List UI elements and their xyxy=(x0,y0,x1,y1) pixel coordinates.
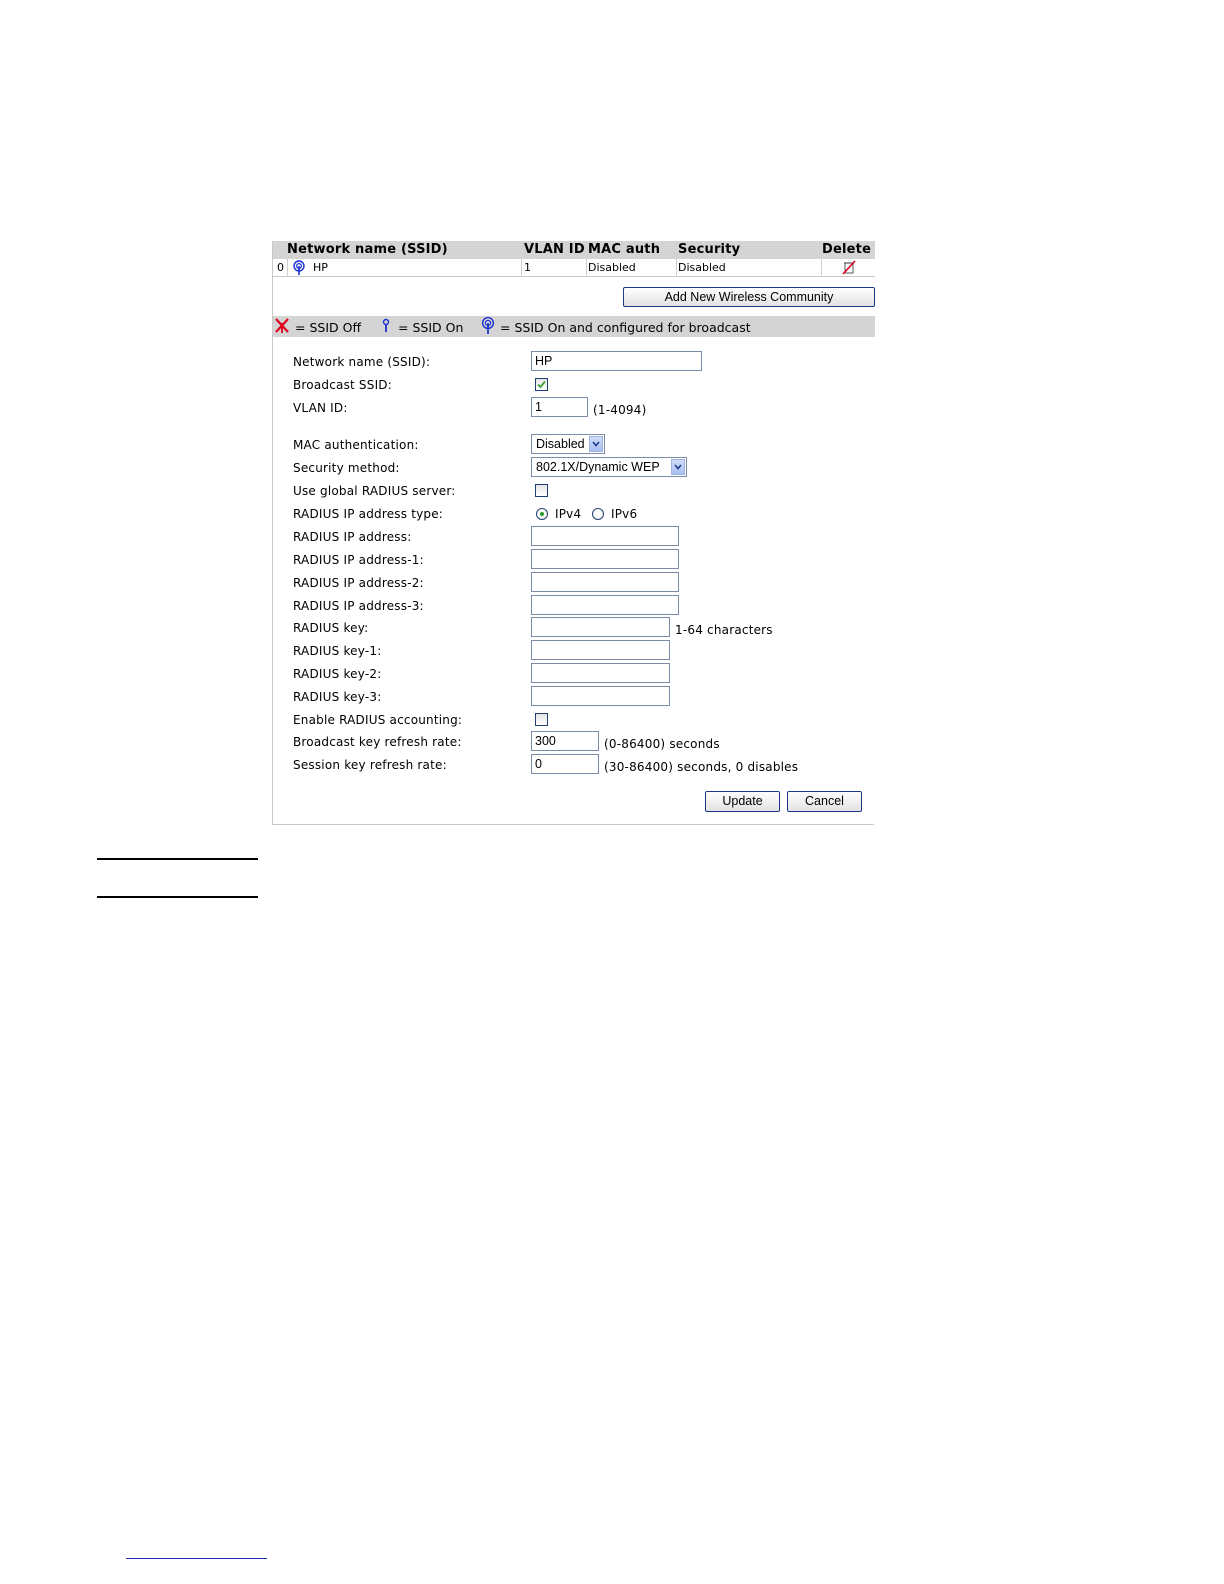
mac-auth-label: MAC authentication: xyxy=(293,438,419,452)
vlan-id-label: VLAN ID: xyxy=(293,401,348,415)
broadcast-ssid-label: Broadcast SSID: xyxy=(293,378,392,392)
broadcast-antenna-icon xyxy=(481,317,495,339)
row-security: Disabled xyxy=(678,261,726,274)
radius-key-label: RADIUS key: xyxy=(293,621,369,635)
session-key-refresh-hint: (30-86400) seconds, 0 disables xyxy=(604,760,799,774)
global-radius-checkbox[interactable] xyxy=(535,484,548,497)
ipv6-radio[interactable] xyxy=(592,508,604,520)
radius-ip3-label: RADIUS IP address-3: xyxy=(293,599,424,613)
legend-ssid-on: = SSID On xyxy=(398,320,464,335)
security-method-value: 802.1X/Dynamic WEP xyxy=(536,460,660,474)
ssid-legend xyxy=(273,316,875,337)
cancel-button[interactable]: Cancel xyxy=(787,791,862,812)
column-header-security: Security xyxy=(678,242,741,257)
radius-ip-type-label: RADIUS IP address type: xyxy=(293,507,444,521)
radius-key2-label: RADIUS key-2: xyxy=(293,667,382,681)
broadcast-key-refresh-input[interactable]: 300 xyxy=(531,731,599,751)
vlan-id-input[interactable]: 1 xyxy=(531,397,588,417)
radius-ip-label: RADIUS IP address: xyxy=(293,530,412,544)
column-header-ssid: Network name (SSID) xyxy=(287,242,448,257)
ipv4-radio[interactable] xyxy=(536,508,548,520)
security-method-label: Security method: xyxy=(293,461,400,475)
column-header-vlan: VLAN ID xyxy=(524,242,585,257)
radius-accounting-checkbox[interactable] xyxy=(535,713,548,726)
x-antenna-icon xyxy=(274,317,290,338)
radius-ip1-label: RADIUS IP address-1: xyxy=(293,553,424,567)
mac-auth-value: Disabled xyxy=(536,437,585,451)
network-name-input[interactable]: HP xyxy=(531,351,702,371)
broadcast-key-refresh-label: Broadcast key refresh rate: xyxy=(293,735,462,749)
radius-key1-input[interactable] xyxy=(531,640,670,660)
ssid-table-header xyxy=(273,241,875,259)
vlan-id-hint: (1-4094) xyxy=(593,403,647,417)
session-key-refresh-label: Session key refresh rate: xyxy=(293,758,447,772)
global-radius-label: Use global RADIUS server: xyxy=(293,484,456,498)
add-new-wireless-community-button[interactable]: Add New Wireless Community xyxy=(623,287,875,307)
radius-key1-label: RADIUS key-1: xyxy=(293,644,382,658)
radius-key3-input[interactable] xyxy=(531,686,670,706)
divider-rule xyxy=(97,858,258,860)
radius-key2-input[interactable] xyxy=(531,663,670,683)
session-key-refresh-input[interactable]: 0 xyxy=(531,754,599,774)
ipv6-label: IPv6 xyxy=(611,507,638,521)
update-button[interactable]: Update xyxy=(705,791,780,812)
wireless-community-panel xyxy=(272,241,874,825)
security-method-select[interactable] xyxy=(531,457,687,477)
legend-ssid-off: = SSID Off xyxy=(295,320,362,335)
radius-key-input[interactable] xyxy=(531,617,670,637)
row-mac-auth: Disabled xyxy=(588,261,636,274)
legend-ssid-broadcast: = SSID On and configured for broadcast xyxy=(500,320,751,335)
radius-key-hint: 1-64 characters xyxy=(675,623,773,637)
radius-ip2-input[interactable] xyxy=(531,572,679,592)
chevron-down-icon[interactable] xyxy=(589,436,603,452)
table-row[interactable] xyxy=(273,259,875,277)
radius-ip1-input[interactable] xyxy=(531,549,679,569)
network-name-label: Network name (SSID): xyxy=(293,355,431,369)
radius-key3-label: RADIUS key-3: xyxy=(293,690,382,704)
delete-icon[interactable] xyxy=(842,260,856,279)
column-header-delete: Delete xyxy=(822,242,872,257)
row-index: 0 xyxy=(277,261,284,274)
broadcast-antenna-icon xyxy=(293,260,305,280)
row-ssid[interactable]: HP xyxy=(313,261,328,274)
radius-ip-input[interactable] xyxy=(531,526,679,546)
mac-auth-select[interactable] xyxy=(531,434,605,454)
radius-ip3-input[interactable] xyxy=(531,595,679,615)
broadcast-ssid-checkbox[interactable] xyxy=(535,378,548,391)
ipv4-label: IPv4 xyxy=(555,507,582,521)
chevron-down-icon[interactable] xyxy=(671,459,685,475)
antenna-icon xyxy=(381,318,391,338)
row-vlan: 1 xyxy=(524,261,531,274)
radius-ip2-label: RADIUS IP address-2: xyxy=(293,576,424,590)
divider-rule xyxy=(97,896,258,898)
radius-accounting-label: Enable RADIUS accounting: xyxy=(293,713,463,727)
broadcast-key-refresh-hint: (0-86400) seconds xyxy=(604,737,720,751)
footer-link-underline[interactable] xyxy=(126,1558,267,1559)
column-header-mac-auth: MAC auth xyxy=(588,242,661,257)
